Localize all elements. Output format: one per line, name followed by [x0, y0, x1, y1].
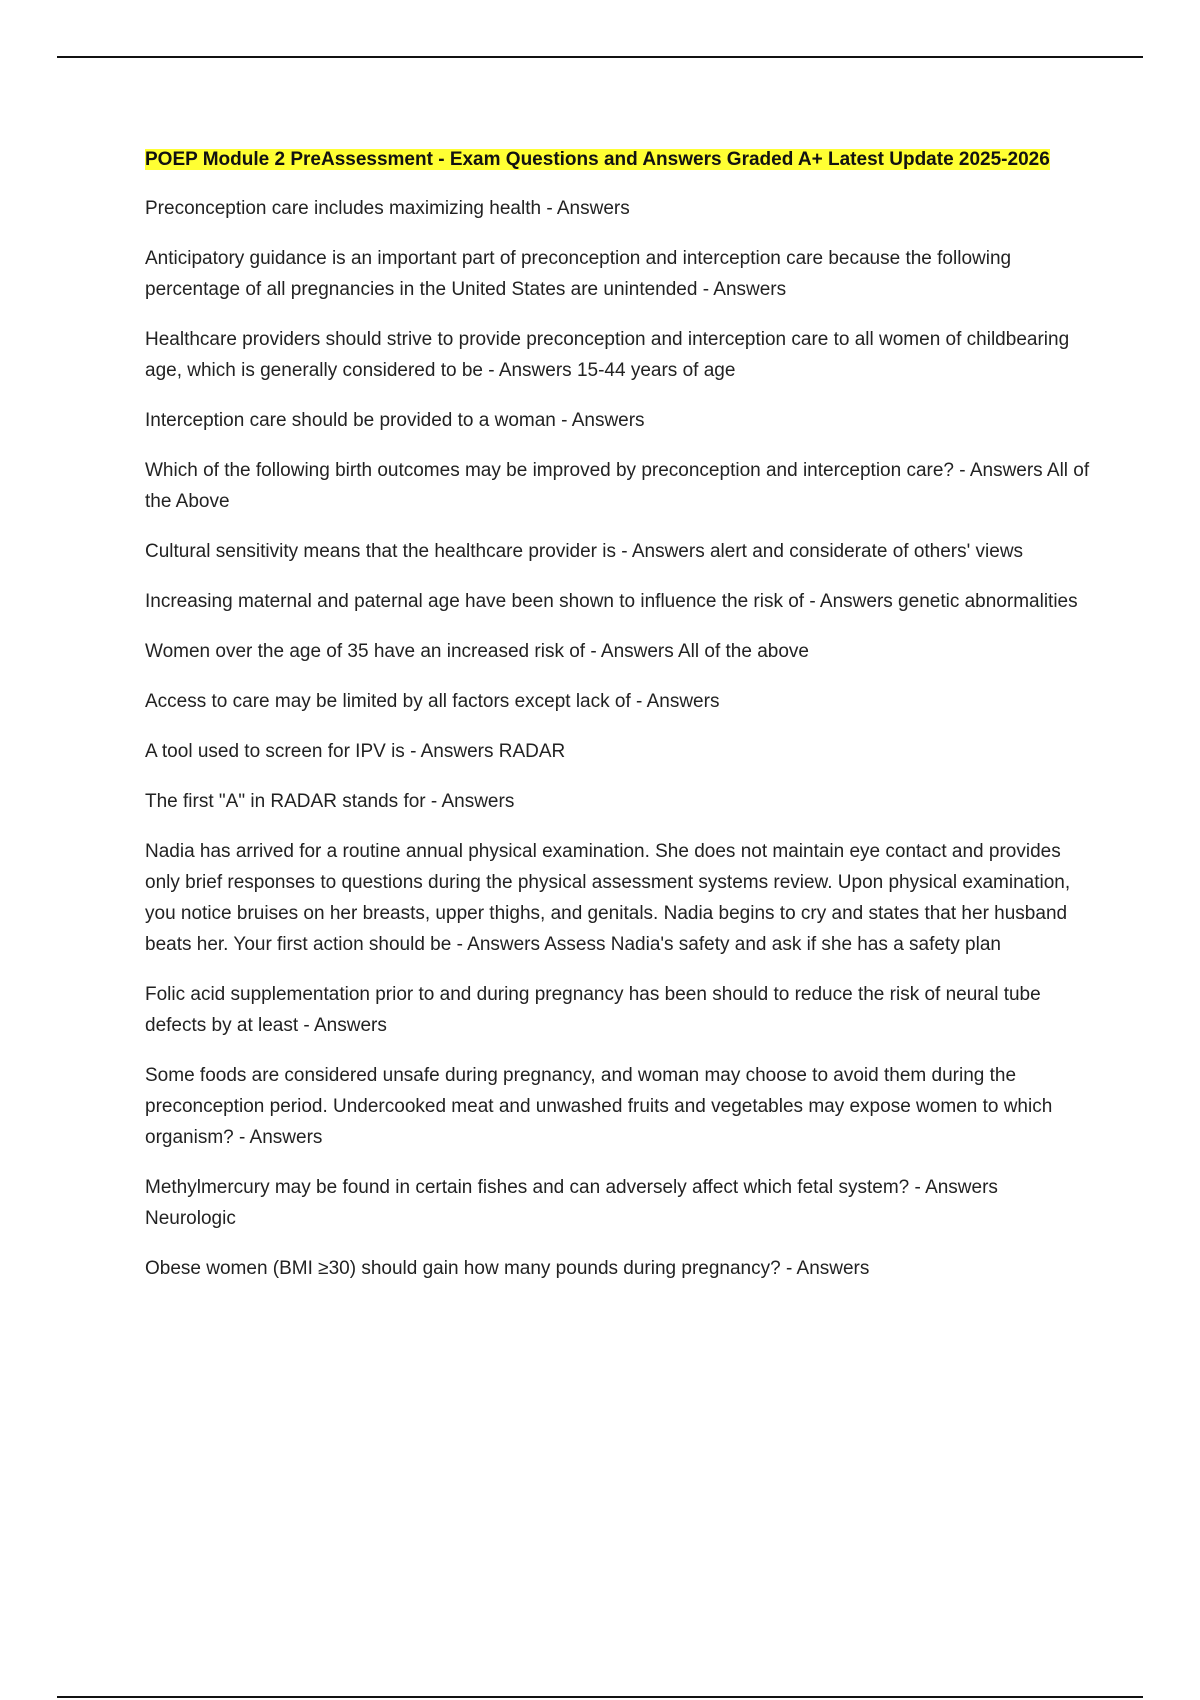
qa-item: Folic acid supplementation prior to and during pregnancy has been should to reduce the risk of neural tube defects by at least - Answers [145, 984, 1041, 1036]
qa-item: Obese women (BMI ≥30) should gain how many pounds during pregnancy? - Answers [145, 1258, 870, 1279]
document-body [145, 146, 1090, 1303]
document-title: POEP Module 2 PreAssessment - Exam Questions and Answers Graded A+ Latest Update 2025-2026 [145, 149, 1050, 170]
qa-item: Increasing maternal and paternal age have been shown to influence the risk of - Answers genetic abnormalities [145, 591, 1078, 612]
qa-item: Cultural sensitivity means that the healthcare provider is - Answers alert and considerate of others' views [145, 541, 1024, 562]
qa-item: Which of the following birth outcomes may be improved by preconception and interception care? - Answers All of the Above [145, 460, 1090, 512]
qa-item: Healthcare providers should strive to provide preconception and interception care to all women of childbearing age, which is generally considered to be - Answers 15-44 years of age [145, 329, 1070, 381]
qa-item: Access to care may be limited by all factors except lack of - Answers [145, 691, 720, 712]
qa-item: Women over the age of 35 have an increased risk of - Answers All of the above [145, 641, 809, 662]
bottom-rule [57, 1696, 1143, 1698]
qa-item: The first "A" in RADAR stands for - Answers [145, 791, 515, 812]
qa-item: Some foods are considered unsafe during pregnancy, and woman may choose to avoid them during the preconception period. Undercooked meat and unwashed fruits and vegetables may expose women to which organism? - Answers [145, 1065, 1053, 1148]
top-rule [57, 56, 1143, 58]
qa-item: A tool used to screen for IPV is - Answers RADAR [145, 741, 566, 762]
qa-item: Nadia has arrived for a routine annual physical examination. She does not maintain eye contact and provides only brief responses to questions during the physical assessment systems review. Upon physical examination, you notice bruises on her breasts, upper thighs, and genitals. Nadia begins to cry and states that her husband beats her. Your first action should be - Answers Assess Nadia's safety and ask if she has a safety plan [145, 841, 1071, 955]
qa-item: Preconception care includes maximizing health - Answers [145, 198, 630, 219]
qa-item: Interception care should be provided to a woman - Answers [145, 410, 645, 431]
qa-item: Anticipatory guidance is an important part of preconception and interception care because the following percentage of all pregnancies in the United States are unintended - Answers [145, 248, 1012, 300]
qa-item: Methylmercury may be found in certain fishes and can adversely affect which fetal system? - Answers Neurologic [145, 1177, 998, 1229]
title-block [145, 146, 1090, 175]
